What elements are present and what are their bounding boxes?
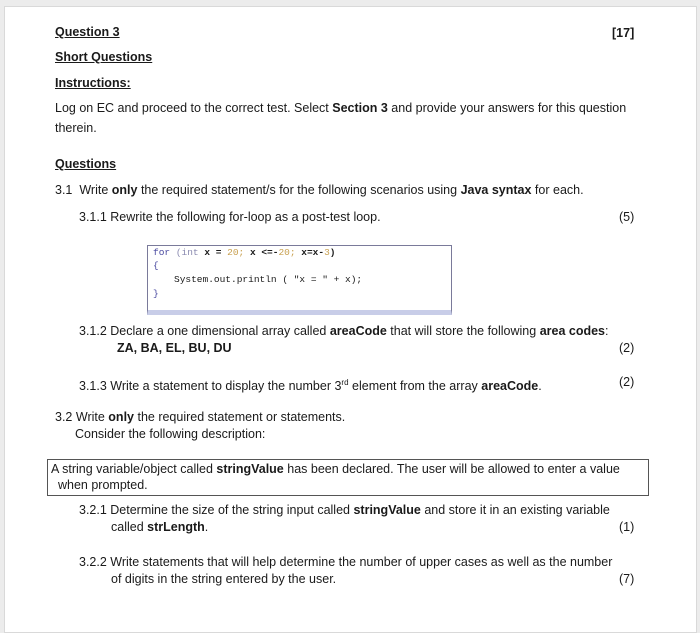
instructions-line-1: Log on EC and proceed to the correct test. Select Section 3 and provide your answers for this question [55, 101, 627, 115]
question-3-1-3-marks: (2) [619, 375, 635, 389]
questions-heading: Questions [55, 157, 117, 171]
code-line-brace-close: } [153, 288, 159, 299]
question-3-2-2: 3.2.2 Write statements that will help determine the number of upper cases as well as the number [79, 555, 613, 569]
question-3-2-2-marks: (7) [619, 572, 635, 586]
question-3-1-3: 3.1.3 Write a statement to display the number 3rd element from the array areaCode. [79, 378, 542, 394]
area-codes-list: ZA, BA, EL, BU, DU [117, 341, 232, 355]
code-line-println: System.out.println ( "x = " + x); [174, 274, 363, 285]
question-3-2-line-2: Consider the following description: [75, 427, 266, 441]
total-marks: [17] [612, 26, 635, 40]
question-3-1: 3.1 Write only the required statement/s for the following scenarios using Java syntax for each. [55, 183, 584, 197]
code-line-for: for (int x = 20; x <=-20; x=x-3) [153, 247, 336, 258]
description-box [47, 459, 649, 496]
instructions-heading: Instructions: [55, 76, 131, 90]
question-title: Question 3 [55, 25, 120, 39]
section-title: Short Questions [55, 50, 153, 64]
question-3-2-1-line-2: called strLength. [111, 520, 209, 534]
question-3-2-1-marks: (1) [619, 520, 635, 534]
code-line-brace-open: { [153, 260, 159, 271]
question-3-2-1: 3.2.1 Determine the size of the string input called stringValue and store it in an existing variable [79, 503, 610, 517]
document-page [4, 6, 697, 633]
question-3-1-1: 3.1.1 Rewrite the following for-loop as a post-test loop. [79, 210, 381, 224]
question-3-1-2-marks: (2) [619, 341, 635, 355]
description-line-1: A string variable/object called stringValue has been declared. The user will be allowed to enter a value [51, 462, 620, 476]
question-3-2-2-line-2: of digits in the string entered by the user. [111, 572, 337, 586]
instructions-line-2: therein. [55, 121, 97, 135]
question-3-2: 3.2 Write only the required statement or statements. [55, 410, 346, 424]
question-3-1-2: 3.1.2 Declare a one dimensional array called areaCode that will store the following area codes: [79, 324, 609, 338]
question-3-1-1-marks: (5) [619, 210, 635, 224]
code-snippet-box [147, 245, 452, 315]
description-line-2: when prompted. [58, 478, 148, 492]
